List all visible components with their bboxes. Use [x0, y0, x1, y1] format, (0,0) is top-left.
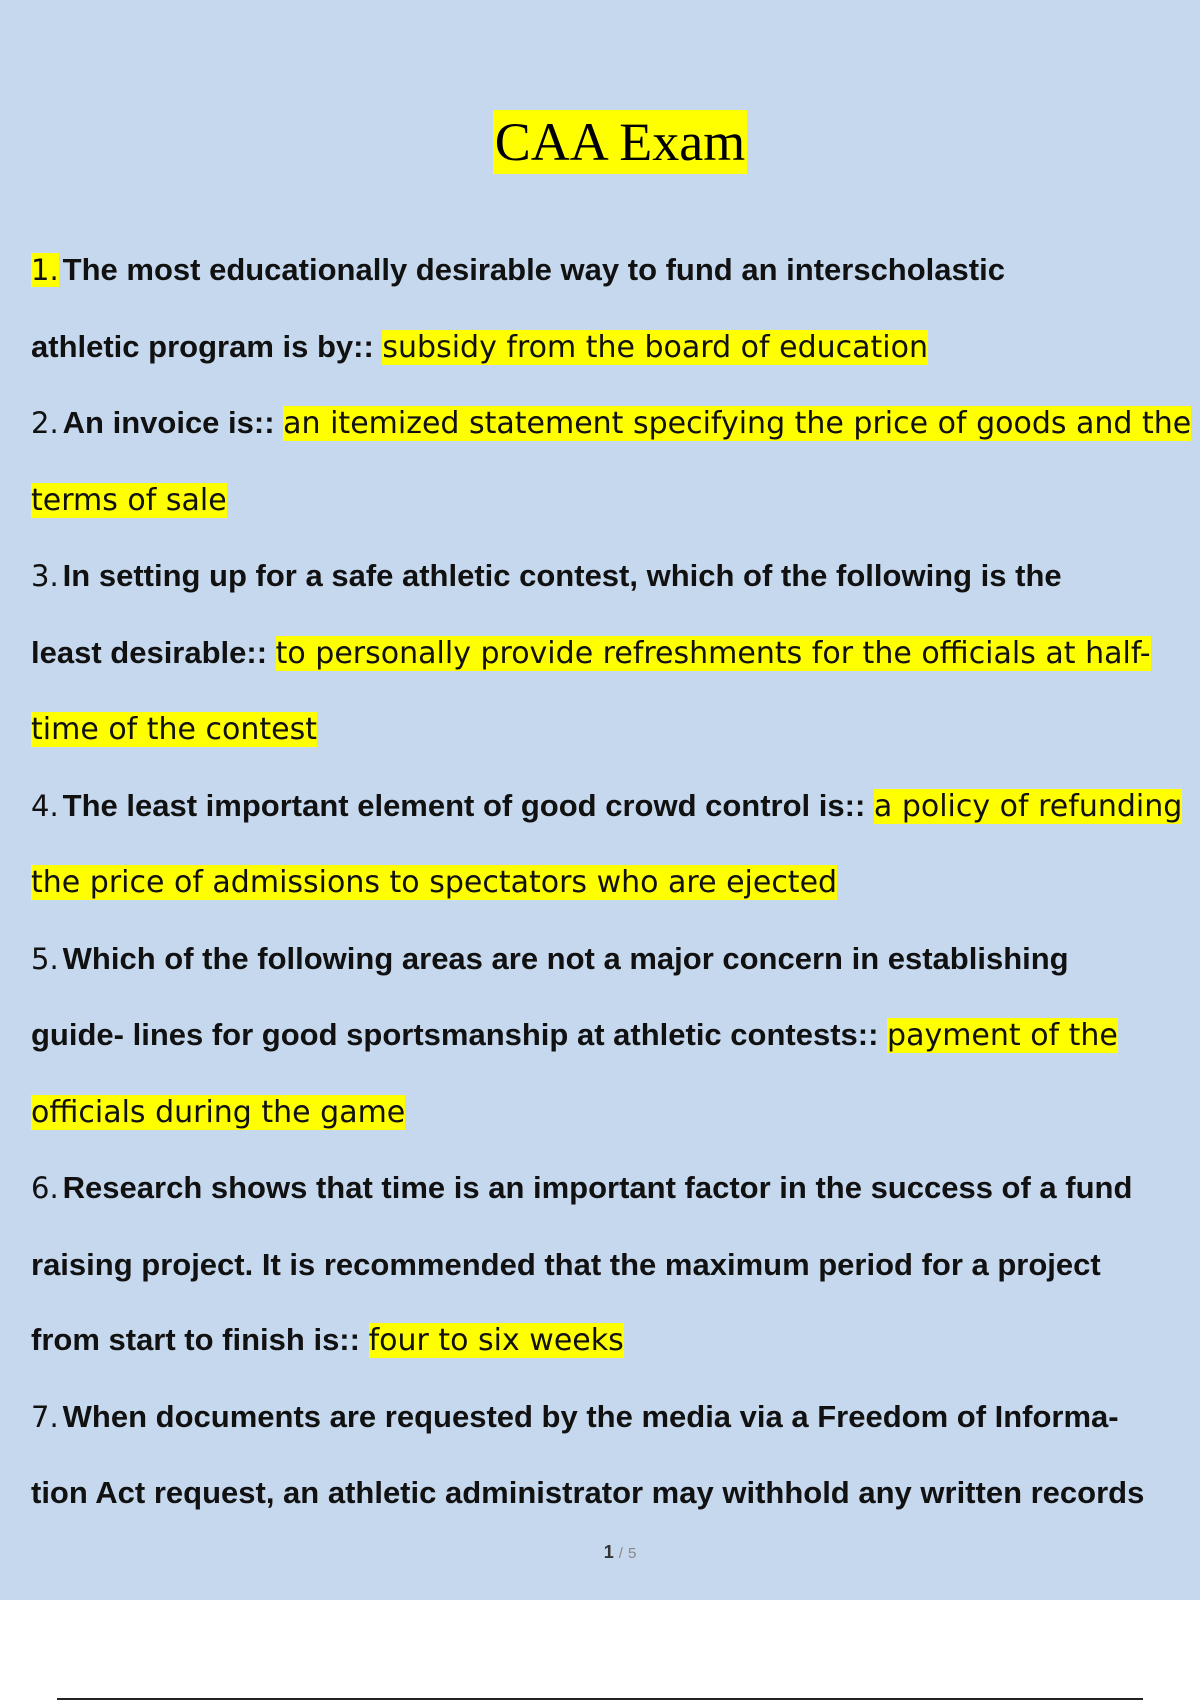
page-separator: /: [618, 1545, 623, 1562]
answer-text: an itemized statement specifying the price of goods and the terms of sale: [31, 406, 1192, 518]
current-page: 1: [603, 1542, 614, 1562]
question-number: 3.: [31, 559, 59, 593]
answer-text: payment of the officials during the game: [31, 1018, 1118, 1130]
question-number: 6.: [31, 1171, 59, 1205]
question-text: In setting up for a safe athletic contest, which of the following is the least desirable::: [31, 558, 1062, 670]
question-text: An invoice is::: [62, 405, 284, 440]
answer-text: four to six weeks: [368, 1323, 624, 1358]
question-number: 1.: [31, 253, 59, 287]
question-text: The most educationally desirable way to fund an interscholastic athletic program is by::: [31, 252, 1005, 364]
question-number: 5.: [31, 941, 59, 976]
question-list: [31, 232, 1200, 1532]
question-text: Research shows that time is an important factor in the success of a fund raising project. It is recommended that the maximum period for a project from start to finish is::: [31, 1170, 1133, 1357]
answer-text: a policy of refunding the price of admissions to spectators who are ejected: [31, 788, 1183, 900]
question-number: 7.: [31, 1399, 59, 1434]
question-item: [31, 538, 1200, 768]
document-title: CAA Exam: [494, 112, 746, 172]
question-item: [31, 768, 1200, 921]
question-number: 4.: [31, 788, 59, 823]
question-item: [31, 1379, 1200, 1532]
question-text: The least important element of good crowd control is::: [62, 787, 874, 823]
page-indicator: [0, 1542, 1200, 1563]
question-item: [31, 921, 1200, 1151]
question-text: Which of the following areas are not a major concern in establishing guide- lines for good sportsmanship at athletic contests::: [31, 940, 1069, 1052]
question-text: When documents are requested by the media via a Freedom of Informa- tion Act request, an athletic administrator may withhold any written records: [31, 1398, 1145, 1510]
question-item: [31, 385, 1200, 538]
title-wrap: [0, 110, 1200, 174]
answer-text: subsidy from the board of education: [382, 329, 928, 365]
answer-text: to personally provide refreshments for the officials at half-time of the contest: [31, 635, 1151, 747]
question-item: [31, 1150, 1200, 1379]
question-item: [31, 232, 1200, 385]
total-pages: 5: [627, 1545, 637, 1562]
question-number: 2.: [31, 406, 59, 440]
